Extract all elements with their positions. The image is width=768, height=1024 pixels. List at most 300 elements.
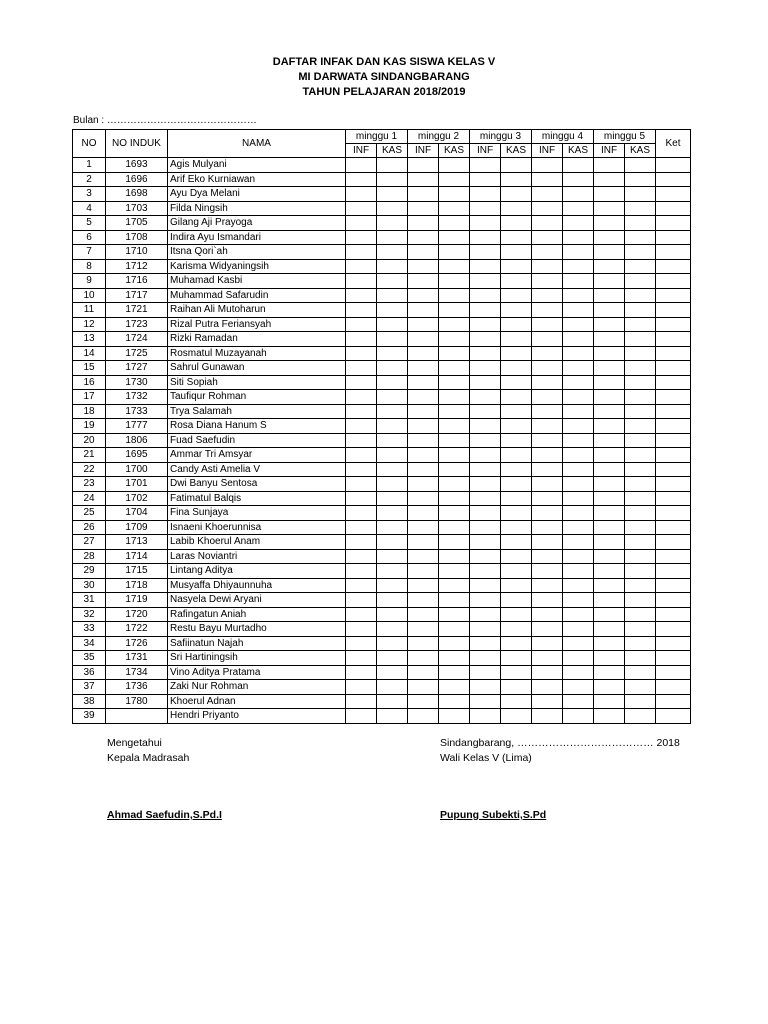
row-kas-cell xyxy=(377,694,408,709)
row-no-induk: 1714 xyxy=(106,549,168,564)
row-kas-cell xyxy=(501,535,532,550)
row-inf-cell xyxy=(346,622,377,637)
row-no-induk: 1724 xyxy=(106,332,168,347)
subheader-inf: INF xyxy=(594,144,625,158)
row-kas-cell xyxy=(501,549,532,564)
row-kas-cell xyxy=(625,230,656,245)
row-kas-cell xyxy=(563,535,594,550)
row-inf-cell xyxy=(594,636,625,651)
row-kas-cell xyxy=(625,361,656,376)
row-inf-cell xyxy=(532,549,563,564)
row-kas-cell xyxy=(439,187,470,202)
row-inf-cell xyxy=(408,245,439,260)
row-inf-cell xyxy=(470,361,501,376)
row-inf-cell xyxy=(532,578,563,593)
row-kas-cell xyxy=(439,433,470,448)
subheader-kas: KAS xyxy=(625,144,656,158)
row-no-induk: 1726 xyxy=(106,636,168,651)
row-kas-cell xyxy=(377,709,408,724)
row-no-induk: 1733 xyxy=(106,404,168,419)
row-inf-cell xyxy=(408,303,439,318)
row-ket-cell xyxy=(656,549,691,564)
row-kas-cell xyxy=(377,593,408,608)
row-no-induk: 1716 xyxy=(106,274,168,289)
row-kas-cell xyxy=(439,288,470,303)
row-inf-cell xyxy=(346,607,377,622)
row-inf-cell xyxy=(470,578,501,593)
table-row xyxy=(73,346,691,361)
row-no-induk: 1736 xyxy=(106,680,168,695)
row-kas-cell xyxy=(377,520,408,535)
row-inf-cell xyxy=(594,375,625,390)
row-nama: Nasyela Dewi Aryani xyxy=(168,593,346,608)
row-kas-cell xyxy=(439,419,470,434)
row-kas-cell xyxy=(563,216,594,231)
row-kas-cell xyxy=(563,578,594,593)
row-inf-cell xyxy=(470,288,501,303)
row-no-induk: 1720 xyxy=(106,607,168,622)
row-no-induk: 1700 xyxy=(106,462,168,477)
row-inf-cell xyxy=(408,172,439,187)
row-nama: Sri Hartiningsih xyxy=(168,651,346,666)
row-inf-cell xyxy=(470,274,501,289)
row-inf-cell xyxy=(594,317,625,332)
row-inf-cell xyxy=(470,201,501,216)
row-kas-cell xyxy=(501,709,532,724)
row-inf-cell xyxy=(346,172,377,187)
row-kas-cell xyxy=(377,636,408,651)
row-no-induk: 1721 xyxy=(106,303,168,318)
row-ket-cell xyxy=(656,375,691,390)
row-kas-cell xyxy=(625,665,656,680)
row-ket-cell xyxy=(656,506,691,521)
row-inf-cell xyxy=(532,680,563,695)
row-kas-cell xyxy=(377,491,408,506)
row-kas-cell xyxy=(377,201,408,216)
row-nama: Rizal Putra Feriansyah xyxy=(168,317,346,332)
row-inf-cell xyxy=(470,158,501,173)
row-inf-cell xyxy=(594,448,625,463)
row-ket-cell xyxy=(656,636,691,651)
row-inf-cell xyxy=(346,245,377,260)
row-inf-cell xyxy=(532,564,563,579)
row-kas-cell xyxy=(563,665,594,680)
row-no: 33 xyxy=(73,622,106,637)
row-ket-cell xyxy=(656,158,691,173)
subheader-kas: KAS xyxy=(563,144,594,158)
row-inf-cell xyxy=(532,332,563,347)
row-inf-cell xyxy=(532,535,563,550)
subheader-kas: KAS xyxy=(439,144,470,158)
row-inf-cell xyxy=(594,564,625,579)
row-inf-cell xyxy=(408,622,439,637)
row-inf-cell xyxy=(408,535,439,550)
row-kas-cell xyxy=(625,477,656,492)
row-inf-cell xyxy=(470,245,501,260)
row-nama: Itsna Qori`ah xyxy=(168,245,346,260)
row-kas-cell xyxy=(439,404,470,419)
row-no-induk: 1732 xyxy=(106,390,168,405)
row-inf-cell xyxy=(532,158,563,173)
row-kas-cell xyxy=(377,578,408,593)
row-inf-cell xyxy=(408,317,439,332)
row-kas-cell xyxy=(377,622,408,637)
row-ket-cell xyxy=(656,288,691,303)
row-no: 5 xyxy=(73,216,106,231)
row-kas-cell xyxy=(625,564,656,579)
row-no: 18 xyxy=(73,404,106,419)
row-kas-cell xyxy=(377,419,408,434)
row-no: 13 xyxy=(73,332,106,347)
row-inf-cell xyxy=(346,448,377,463)
row-kas-cell xyxy=(625,288,656,303)
row-nama: Arif Eko Kurniawan xyxy=(168,172,346,187)
row-kas-cell xyxy=(625,390,656,405)
row-kas-cell xyxy=(625,274,656,289)
row-inf-cell xyxy=(532,303,563,318)
row-inf-cell xyxy=(408,404,439,419)
row-nama: Fatimatul Balqis xyxy=(168,491,346,506)
row-no-induk: 1725 xyxy=(106,346,168,361)
row-inf-cell xyxy=(470,404,501,419)
row-kas-cell xyxy=(625,694,656,709)
row-no: 24 xyxy=(73,491,106,506)
row-inf-cell xyxy=(532,433,563,448)
row-kas-cell xyxy=(377,274,408,289)
row-ket-cell xyxy=(656,404,691,419)
row-inf-cell xyxy=(594,390,625,405)
row-kas-cell xyxy=(501,448,532,463)
row-kas-cell xyxy=(501,665,532,680)
row-kas-cell xyxy=(439,216,470,231)
row-inf-cell xyxy=(532,419,563,434)
table-row xyxy=(73,419,691,434)
row-kas-cell xyxy=(563,317,594,332)
row-inf-cell xyxy=(346,491,377,506)
row-inf-cell xyxy=(594,694,625,709)
row-kas-cell xyxy=(501,680,532,695)
row-inf-cell xyxy=(470,491,501,506)
row-inf-cell xyxy=(594,491,625,506)
row-nama: Rosa Diana Hanum S xyxy=(168,419,346,434)
row-kas-cell xyxy=(625,448,656,463)
row-kas-cell xyxy=(501,172,532,187)
row-no-induk: 1701 xyxy=(106,477,168,492)
row-inf-cell xyxy=(470,390,501,405)
row-kas-cell xyxy=(501,375,532,390)
row-ket-cell xyxy=(656,622,691,637)
row-kas-cell xyxy=(563,433,594,448)
row-inf-cell xyxy=(408,665,439,680)
row-nama: Candy Asti Amelia V xyxy=(168,462,346,477)
row-kas-cell xyxy=(625,709,656,724)
row-inf-cell xyxy=(532,288,563,303)
row-inf-cell xyxy=(470,433,501,448)
row-kas-cell xyxy=(377,535,408,550)
row-inf-cell xyxy=(470,187,501,202)
row-no-induk: 1696 xyxy=(106,172,168,187)
row-ket-cell xyxy=(656,230,691,245)
row-inf-cell xyxy=(532,259,563,274)
row-inf-cell xyxy=(594,622,625,637)
row-kas-cell xyxy=(563,694,594,709)
row-no-induk: 1709 xyxy=(106,520,168,535)
row-kas-cell xyxy=(439,694,470,709)
row-inf-cell xyxy=(408,462,439,477)
table-row xyxy=(73,651,691,666)
table-row xyxy=(73,491,691,506)
row-kas-cell xyxy=(625,680,656,695)
row-kas-cell xyxy=(439,709,470,724)
row-inf-cell xyxy=(346,433,377,448)
table-row xyxy=(73,477,691,492)
row-no-induk: 1723 xyxy=(106,317,168,332)
row-ket-cell xyxy=(656,390,691,405)
row-ket-cell xyxy=(656,665,691,680)
row-kas-cell xyxy=(439,564,470,579)
table-row xyxy=(73,433,691,448)
row-no-induk: 1698 xyxy=(106,187,168,202)
row-nama: Labib Khoerul Anam xyxy=(168,535,346,550)
row-inf-cell xyxy=(470,448,501,463)
row-nama: Muhamad Kasbi xyxy=(168,274,346,289)
table-row xyxy=(73,317,691,332)
row-inf-cell xyxy=(470,709,501,724)
row-inf-cell xyxy=(346,564,377,579)
row-inf-cell xyxy=(594,361,625,376)
row-inf-cell xyxy=(470,665,501,680)
row-inf-cell xyxy=(594,288,625,303)
row-no: 20 xyxy=(73,433,106,448)
row-inf-cell xyxy=(408,651,439,666)
row-inf-cell xyxy=(470,651,501,666)
row-inf-cell xyxy=(346,361,377,376)
row-inf-cell xyxy=(346,346,377,361)
row-ket-cell xyxy=(656,578,691,593)
row-kas-cell xyxy=(501,564,532,579)
row-inf-cell xyxy=(470,259,501,274)
row-inf-cell xyxy=(594,419,625,434)
row-ket-cell xyxy=(656,172,691,187)
row-kas-cell xyxy=(377,433,408,448)
row-inf-cell xyxy=(346,332,377,347)
row-kas-cell xyxy=(439,332,470,347)
row-inf-cell xyxy=(594,187,625,202)
row-inf-cell xyxy=(408,709,439,724)
row-ket-cell xyxy=(656,303,691,318)
row-inf-cell xyxy=(594,709,625,724)
row-inf-cell xyxy=(532,448,563,463)
row-inf-cell xyxy=(470,593,501,608)
table-row xyxy=(73,462,691,477)
row-inf-cell xyxy=(470,477,501,492)
row-kas-cell xyxy=(501,332,532,347)
row-kas-cell xyxy=(377,303,408,318)
table-row xyxy=(73,506,691,521)
row-kas-cell xyxy=(563,622,594,637)
row-kas-cell xyxy=(439,651,470,666)
row-nama: Khoerul Adnan xyxy=(168,694,346,709)
row-inf-cell xyxy=(532,361,563,376)
row-inf-cell xyxy=(532,172,563,187)
table-row xyxy=(73,564,691,579)
row-kas-cell xyxy=(563,651,594,666)
signature-left-line-2: Kepala Madrasah xyxy=(107,752,190,764)
row-inf-cell xyxy=(470,332,501,347)
row-inf-cell xyxy=(408,506,439,521)
table-row xyxy=(73,172,691,187)
row-inf-cell xyxy=(408,288,439,303)
row-inf-cell xyxy=(532,201,563,216)
row-kas-cell xyxy=(439,506,470,521)
row-ket-cell xyxy=(656,651,691,666)
row-ket-cell xyxy=(656,245,691,260)
col-header-minggu-1: minggu 1 xyxy=(346,130,408,144)
row-kas-cell xyxy=(439,535,470,550)
row-inf-cell xyxy=(470,375,501,390)
row-inf-cell xyxy=(594,346,625,361)
row-no: 12 xyxy=(73,317,106,332)
row-inf-cell xyxy=(346,274,377,289)
row-inf-cell xyxy=(532,636,563,651)
row-kas-cell xyxy=(625,375,656,390)
row-kas-cell xyxy=(563,201,594,216)
row-inf-cell xyxy=(408,680,439,695)
row-kas-cell xyxy=(377,259,408,274)
row-no-induk: 1719 xyxy=(106,593,168,608)
table-row xyxy=(73,332,691,347)
row-inf-cell xyxy=(408,230,439,245)
row-kas-cell xyxy=(439,680,470,695)
row-inf-cell xyxy=(408,216,439,231)
table-row xyxy=(73,274,691,289)
row-kas-cell xyxy=(563,593,594,608)
row-no-induk: 1718 xyxy=(106,578,168,593)
row-kas-cell xyxy=(625,317,656,332)
row-inf-cell xyxy=(408,419,439,434)
row-kas-cell xyxy=(377,506,408,521)
row-kas-cell xyxy=(501,361,532,376)
row-inf-cell xyxy=(532,230,563,245)
row-inf-cell xyxy=(532,187,563,202)
row-no-induk: 1806 xyxy=(106,433,168,448)
row-kas-cell xyxy=(563,375,594,390)
row-no-induk: 1705 xyxy=(106,216,168,231)
row-kas-cell xyxy=(377,375,408,390)
row-kas-cell xyxy=(377,448,408,463)
row-inf-cell xyxy=(408,593,439,608)
row-kas-cell xyxy=(501,651,532,666)
row-kas-cell xyxy=(501,404,532,419)
row-kas-cell xyxy=(377,665,408,680)
row-inf-cell xyxy=(346,549,377,564)
row-inf-cell xyxy=(408,201,439,216)
row-inf-cell xyxy=(594,549,625,564)
row-kas-cell xyxy=(625,332,656,347)
row-no: 35 xyxy=(73,651,106,666)
signature-right-name: Pupung Subekti,S.Pd xyxy=(440,809,547,821)
row-kas-cell xyxy=(501,201,532,216)
row-kas-cell xyxy=(439,578,470,593)
row-kas-cell xyxy=(625,404,656,419)
row-no-induk: 1713 xyxy=(106,535,168,550)
row-inf-cell xyxy=(532,593,563,608)
row-inf-cell xyxy=(594,607,625,622)
row-inf-cell xyxy=(470,506,501,521)
row-inf-cell xyxy=(594,230,625,245)
row-nama: Musyaffa Dhiyaunnuha xyxy=(168,578,346,593)
row-kas-cell xyxy=(439,375,470,390)
row-kas-cell xyxy=(377,404,408,419)
row-kas-cell xyxy=(377,651,408,666)
row-kas-cell xyxy=(501,346,532,361)
row-no: 30 xyxy=(73,578,106,593)
row-kas-cell xyxy=(563,680,594,695)
row-no: 23 xyxy=(73,477,106,492)
row-inf-cell xyxy=(532,462,563,477)
col-header-nama: NAMA xyxy=(168,130,346,158)
row-kas-cell xyxy=(625,462,656,477)
row-kas-cell xyxy=(563,187,594,202)
row-nama: Rafingatun Aniah xyxy=(168,607,346,622)
table-row xyxy=(73,535,691,550)
row-inf-cell xyxy=(346,593,377,608)
row-kas-cell xyxy=(501,593,532,608)
row-inf-cell xyxy=(532,274,563,289)
row-nama: Siti Sopiah xyxy=(168,375,346,390)
col-header-minggu-5: minggu 5 xyxy=(594,130,656,144)
col-header-minggu-3: minggu 3 xyxy=(470,130,532,144)
row-kas-cell xyxy=(563,303,594,318)
row-inf-cell xyxy=(594,520,625,535)
row-no: 1 xyxy=(73,158,106,173)
row-inf-cell xyxy=(532,216,563,231)
row-inf-cell xyxy=(532,390,563,405)
row-kas-cell xyxy=(501,390,532,405)
row-kas-cell xyxy=(501,259,532,274)
row-inf-cell xyxy=(470,317,501,332)
row-kas-cell xyxy=(625,158,656,173)
row-kas-cell xyxy=(439,622,470,637)
row-inf-cell xyxy=(594,303,625,318)
row-ket-cell xyxy=(656,520,691,535)
row-inf-cell xyxy=(594,433,625,448)
row-kas-cell xyxy=(501,433,532,448)
row-kas-cell xyxy=(439,303,470,318)
row-inf-cell xyxy=(346,216,377,231)
row-no: 39 xyxy=(73,709,106,724)
row-kas-cell xyxy=(625,491,656,506)
row-inf-cell xyxy=(470,564,501,579)
row-nama: Fina Sunjaya xyxy=(168,506,346,521)
row-kas-cell xyxy=(501,520,532,535)
row-kas-cell xyxy=(563,230,594,245)
row-inf-cell xyxy=(594,680,625,695)
table-row xyxy=(73,375,691,390)
row-no: 27 xyxy=(73,535,106,550)
subheader-inf: INF xyxy=(470,144,501,158)
row-no: 11 xyxy=(73,303,106,318)
row-inf-cell xyxy=(346,158,377,173)
row-inf-cell xyxy=(346,201,377,216)
document-title-line-2: MI DARWATA SINDANGBARANG xyxy=(298,71,470,83)
row-ket-cell xyxy=(656,259,691,274)
row-ket-cell xyxy=(656,709,691,724)
row-kas-cell xyxy=(625,216,656,231)
row-kas-cell xyxy=(439,607,470,622)
row-kas-cell xyxy=(625,607,656,622)
row-kas-cell xyxy=(501,158,532,173)
